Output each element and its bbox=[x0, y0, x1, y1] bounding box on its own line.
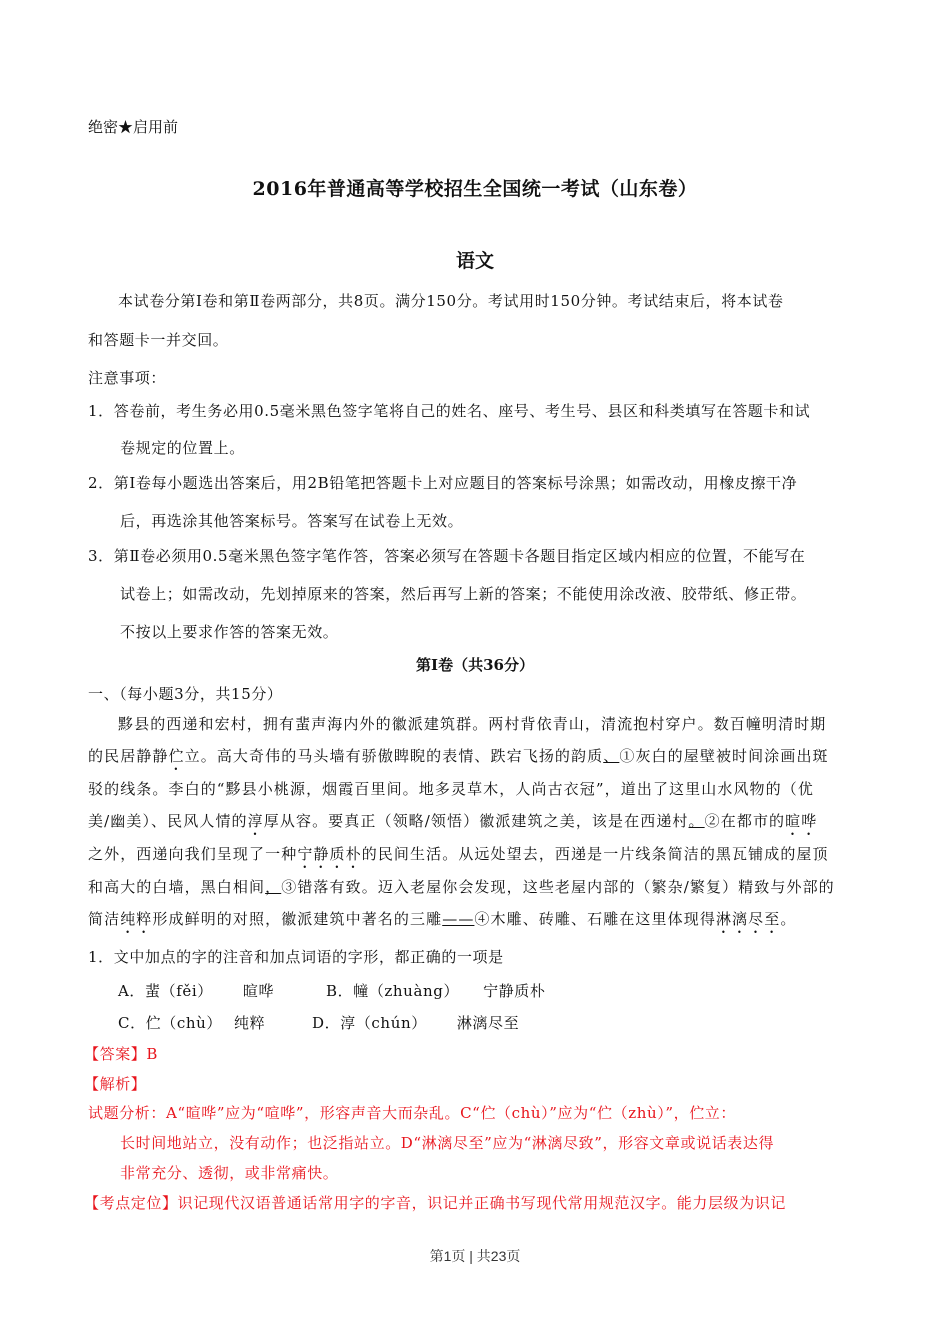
answer-label: 【答案】B bbox=[84, 1045, 159, 1063]
part-heading: 一、（每小题3分，共15分） bbox=[88, 685, 283, 703]
subject-title: 语文 bbox=[455, 250, 494, 272]
page-footer: 第1页 | 共23页 bbox=[429, 1248, 521, 1264]
passage-line-3: 驳的线条。李白的“黟县小桃源，烟霞百里间。地多灵草木，人尚古衣冠”，道出了这里山水风物的（优 bbox=[88, 780, 814, 798]
option-label: B．幢（zhuàng） bbox=[326, 982, 460, 1000]
option-label: A．蜚（fěi） bbox=[118, 982, 213, 1000]
dotted-word: 暄哗 bbox=[785, 812, 818, 830]
notice-item-3-cont2: 不按以上要求作答的答案无效。 bbox=[120, 623, 339, 641]
dotted-char: 伫 bbox=[168, 747, 185, 765]
notice-item-1: 1．答卷前，考生务必用0.5毫米黑色签字笔将自己的姓名、座号、考生号、县区和科类填写在答题卡和试 bbox=[88, 402, 811, 420]
section-title: 第Ⅰ卷（共36分） bbox=[416, 656, 534, 674]
analysis-line-2: 长时间地站立，没有动作；也泛指站立。D“淋漓尽至”应为“淋漓尽致”，形容文章或说话表达得 bbox=[120, 1134, 775, 1152]
exam-title: 2016年普通高等学校招生全国统一考试（山东卷） bbox=[252, 178, 698, 200]
question-stem: 1．文中加点的字的注音和加点词语的字形，都正确的一项是 bbox=[88, 948, 504, 966]
intro-line-2: 和答题卡一并交回。 bbox=[88, 331, 229, 349]
passage-text: 美/幽美）、民风人情的 bbox=[88, 812, 248, 830]
option-label: C．伫（chù） bbox=[118, 1014, 222, 1032]
passage-text: 和高大的白墙，黑白相间 bbox=[88, 878, 266, 896]
kaodian-line: 【考点定位】识记现代汉语普通话常用字的字音，识记并正确书写现代常用规范汉字。能力层级为识记 bbox=[84, 1194, 787, 1212]
secret-label: 绝密★启用前 bbox=[88, 118, 179, 136]
notice-item-1-cont: 卷规定的位置上。 bbox=[120, 439, 245, 457]
analysis-label: 【解析】 bbox=[84, 1075, 147, 1093]
analysis-line-3: 非常充分、透彻，或非常痛快。 bbox=[120, 1164, 339, 1182]
passage-line-7 bbox=[88, 908, 796, 937]
passage-line-1: 黟县的西递和宏村，拥有蜚声海内外的徽派建筑群。两村背依青山，清流抱村穿户。数百幢明清时期 bbox=[118, 715, 827, 733]
passage-line-6 bbox=[88, 876, 835, 897]
passage-text: 。 bbox=[780, 910, 797, 928]
blank-marker: 。 bbox=[688, 812, 705, 830]
passage-text: 立。高大奇伟的马头墙有骄傲睥睨的表情、跌宕飞扬的韵质 bbox=[184, 747, 604, 765]
notice-item-2: 2．第Ⅰ卷每小题选出答案后，用2B铅笔把答题卡上对应题目的答案标号涂黑；如需改动，用橡皮擦干净 bbox=[88, 474, 798, 492]
notice-item-3-cont: 试卷上；如需改动，先划掉原来的答案，然后再写上新的答案；不能使用涂改液、胶带纸、修正带。 bbox=[120, 585, 807, 603]
option-word: 暄哗 bbox=[242, 982, 275, 1000]
option-label: D．淳（chún） bbox=[312, 1014, 427, 1032]
option-c bbox=[118, 1012, 265, 1033]
blank-marker: —— bbox=[442, 910, 475, 928]
passage-text: 厚从容。要真正（领略/领悟）徽派建筑之美，该是在西递村 bbox=[263, 812, 689, 830]
option-a bbox=[118, 980, 274, 1001]
dotted-word: 纯粹 bbox=[120, 910, 153, 928]
notice-item-3: 3．第Ⅱ卷必须用0.5毫米黑色签字笔作答，答案必须写在答题卡各题目指定区域内相应的位置，不能写在 bbox=[88, 547, 806, 565]
blank-marker: ， bbox=[265, 878, 282, 896]
passage-text: 简洁 bbox=[88, 910, 121, 928]
option-word: 宁静质朴 bbox=[483, 982, 546, 1000]
passage-text: ④木雕、砖雕、石雕在这里体现得 bbox=[474, 910, 716, 928]
notice-item-2-cont: 后，再选涂其他答案标号。答案写在试卷上无效。 bbox=[120, 512, 464, 530]
passage-text: ③错落有致。迈入老屋你会发现，这些老屋内部的（繁杂/繁复）精致与外部的 bbox=[281, 878, 835, 896]
passage-text: ②在都市的 bbox=[704, 812, 786, 830]
option-b bbox=[326, 980, 545, 1001]
passage-text: 的民间生活。从远处望去，西递是一片线条简洁的黑瓦铺成的屋顶 bbox=[361, 845, 829, 863]
option-word: 淋漓尽至 bbox=[456, 1014, 520, 1032]
passage-text: ①灰白的屋壁被时间涂画出斑 bbox=[619, 747, 829, 765]
dotted-word: 宁静质朴 bbox=[297, 845, 362, 863]
passage-line-4 bbox=[88, 810, 817, 839]
dotted-char: 淳 bbox=[247, 812, 264, 830]
intro-line-1: 本试卷分第Ⅰ卷和第Ⅱ卷两部分，共8页。满分150分。考试用时150分钟。考试结束后，将本试卷 bbox=[118, 292, 784, 310]
option-d bbox=[312, 1012, 519, 1033]
passage-text: 的民居静静 bbox=[88, 747, 169, 765]
passage-line-5 bbox=[88, 843, 829, 872]
notice-heading: 注意事项： bbox=[88, 369, 167, 387]
analysis-line-1: 试题分析：A“暄哗”应为“喧哗”，形容声音大而杂乱。C“伫（chù）”应为“伫（zhù）”，伫立： bbox=[88, 1104, 737, 1122]
option-word: 纯粹 bbox=[234, 1014, 266, 1032]
dotted-word: 淋漓尽至 bbox=[715, 910, 781, 928]
passage-text: 形成鲜明的对照，徽派建筑中著名的三雕 bbox=[152, 910, 443, 928]
passage-line-2 bbox=[88, 745, 829, 774]
blank-marker: 、 bbox=[603, 747, 620, 765]
passage-text: 之外，西递向我们呈现了一种 bbox=[88, 845, 298, 863]
